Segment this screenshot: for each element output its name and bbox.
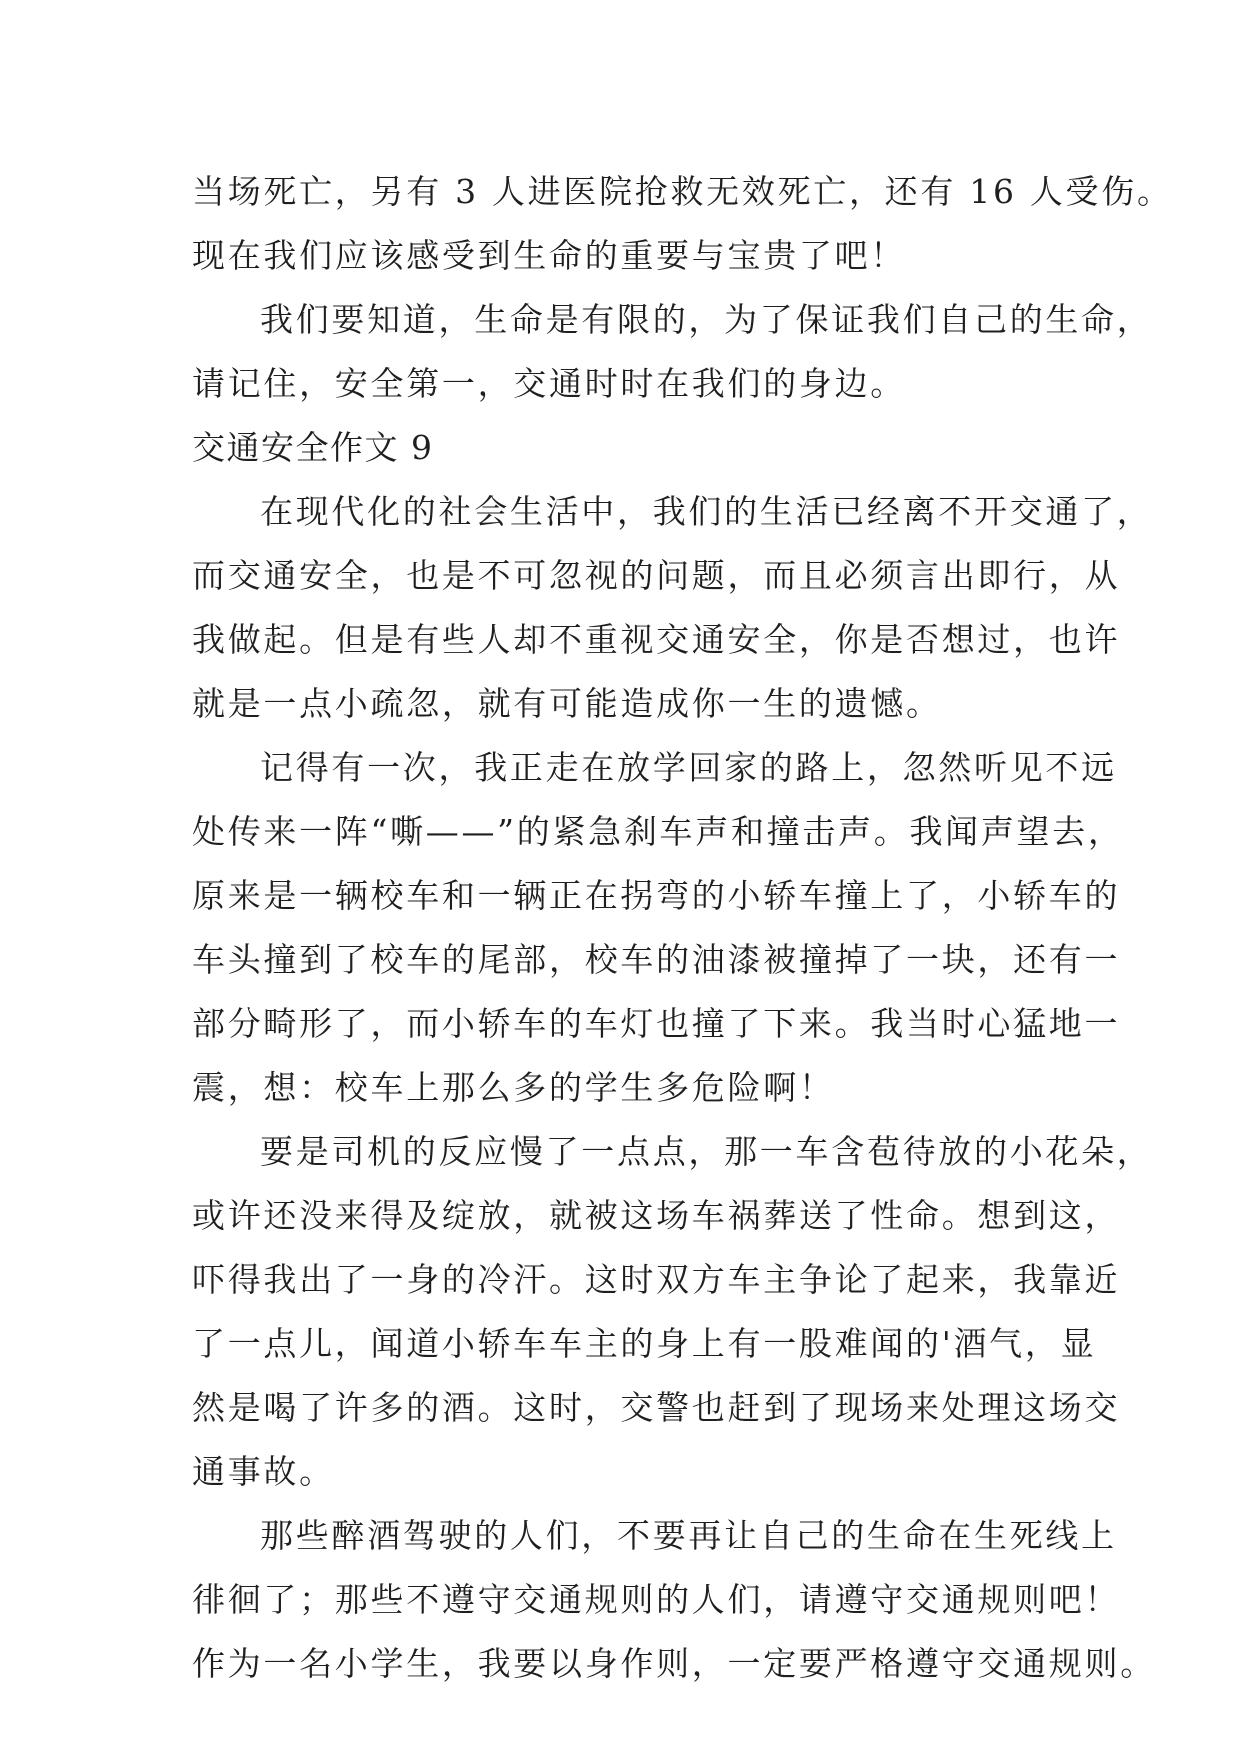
text-line: 请记住，安全第一，交通时时在我们的身边。 bbox=[192, 364, 906, 403]
section-heading: 交通安全作文 9 bbox=[192, 428, 434, 467]
text-line: 震，想：校车上那么多的学生多危险啊！ bbox=[192, 1068, 835, 1107]
text-line: 部分畸形了，而小轿车的车灯也撞了下来。我当时心猛地一 bbox=[192, 1004, 1121, 1043]
text-line: 通事故。 bbox=[192, 1452, 335, 1491]
text-line: 当场死亡，另有 3 人进医院抢救无效死亡，还有 16 人受伤。 bbox=[192, 172, 1173, 211]
text-line: 而交通安全，也是不可忽视的问题，而且必须言出即行，从 bbox=[192, 556, 1121, 595]
text-line: 或许还没来得及绽放，就被这场车祸葬送了性命。想到这， bbox=[192, 1196, 1121, 1235]
paragraph-start-line: 那些醉酒驾驶的人们，不要再让自己的生命在生死线上 bbox=[260, 1516, 1117, 1555]
text-line: 就是一点小疏忽，就有可能造成你一生的遗憾。 bbox=[192, 684, 942, 723]
paragraph-start-line: 我们要知道，生命是有限的，为了保证我们自己的生命， bbox=[260, 300, 1153, 339]
paragraph-start-line: 记得有一次，我正走在放学回家的路上，忽然听见不远 bbox=[260, 748, 1117, 787]
text-line: 吓得我出了一身的冷汗。这时双方车主争论了起来，我靠近 bbox=[192, 1260, 1121, 1299]
text-line: 作为一名小学生，我要以身作则，一定要严格遵守交通规则。 bbox=[192, 1644, 1156, 1683]
document-body bbox=[192, 160, 1173, 1696]
text-line: 了一点儿，闻道小轿车车主的身上有一股难闻的'酒气，显 bbox=[192, 1324, 1097, 1363]
text-line: 处传来一阵“嘶——”的紧急刹车声和撞击声。我闻声望去， bbox=[192, 812, 1124, 851]
paragraph-start-line: 在现代化的社会生活中，我们的生活已经离不开交通了， bbox=[260, 492, 1153, 531]
text-line: 我做起。但是有些人却不重视交通安全，你是否想过，也许 bbox=[192, 620, 1121, 659]
paragraph-start-line: 要是司机的反应慢了一点点，那一车含苞待放的小花朵， bbox=[260, 1132, 1153, 1171]
text-line: 现在我们应该感受到生命的重要与宝贵了吧！ bbox=[192, 236, 906, 275]
text-line: 车头撞到了校车的尾部，校车的油漆被撞掉了一块，还有一 bbox=[192, 940, 1121, 979]
text-line: 原来是一辆校车和一辆正在拐弯的小轿车撞上了，小轿车的 bbox=[192, 876, 1121, 915]
text-line: 徘徊了；那些不遵守交通规则的人们，请遵守交通规则吧！ bbox=[192, 1580, 1121, 1619]
text-line: 然是喝了许多的酒。这时，交警也赶到了现场来处理这场交 bbox=[192, 1388, 1121, 1427]
